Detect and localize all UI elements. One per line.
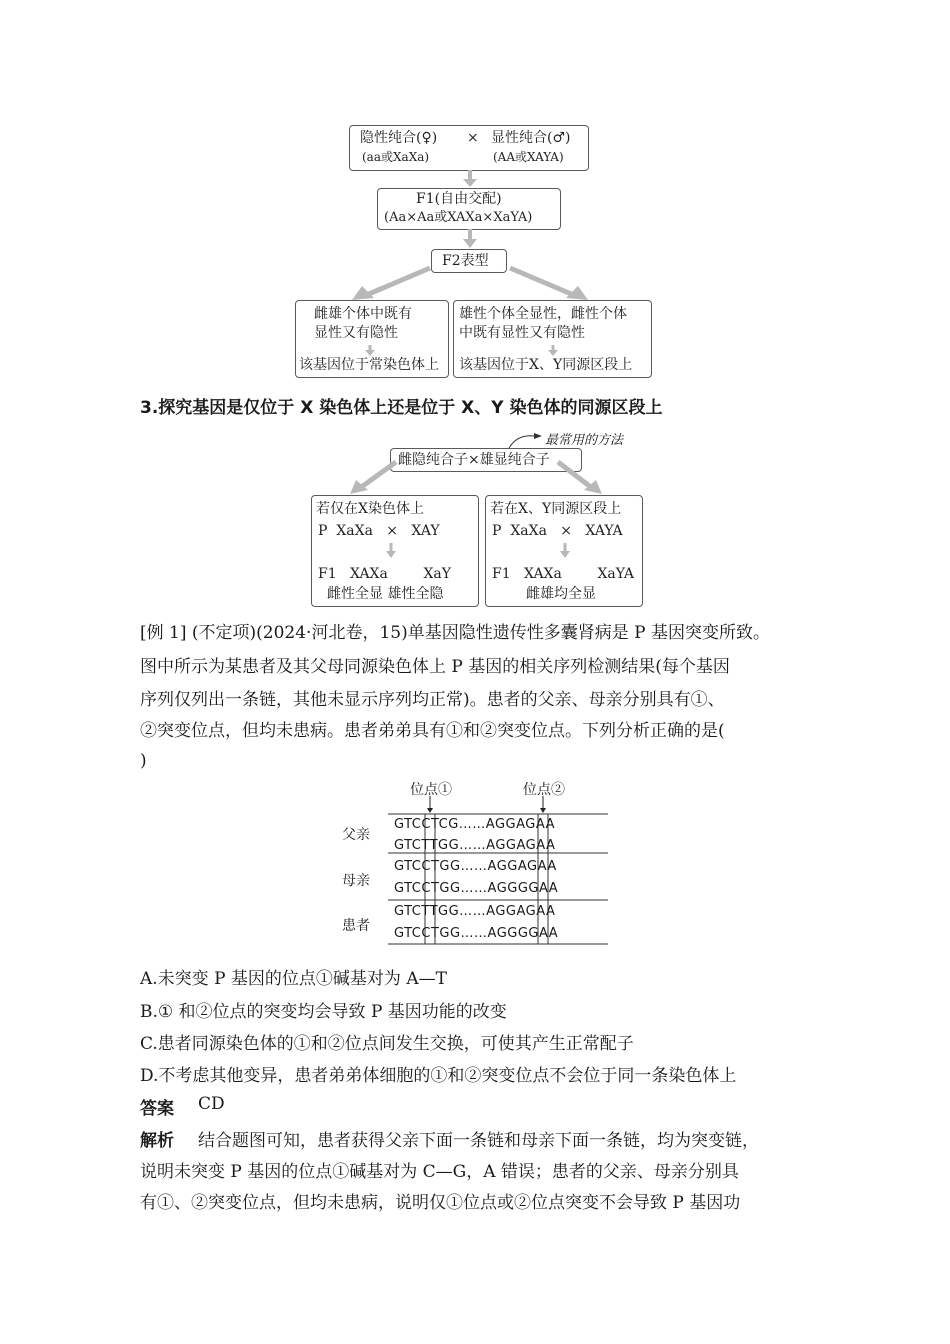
branch-arrows-icon xyxy=(330,262,610,302)
row-label-mother: 母亲 xyxy=(342,873,370,889)
parent-female-label: 隐性纯合(♀) xyxy=(360,130,438,146)
option-c: C.患者同源染色体的①和②位点间发生交换，可使其产生正常配子 xyxy=(140,1034,634,1054)
answer-label: 答案 xyxy=(140,1099,174,1119)
parent-male-genotype: (AA或XAYA) xyxy=(493,150,564,164)
analysis-line-1: 结合题图可知，患者获得父亲下面一条链和母亲下面一条链，均为突变链， xyxy=(198,1131,759,1151)
f1-title: F1(自由交配) xyxy=(416,191,502,207)
parent-female-genotype: (aa或XaXa) xyxy=(362,150,430,164)
cross-symbol: × xyxy=(467,130,479,146)
down-arrow-icon xyxy=(462,229,478,249)
xy-desc-1: 雄性个体全显性，雌性个体 xyxy=(459,306,627,322)
xy-homologous-box xyxy=(453,300,652,378)
row-label-father: 父亲 xyxy=(342,827,370,843)
question-line-4: ②突变位点，但均未患病。患者弟弟具有①和②突变位点。下列分析正确的是( xyxy=(140,721,725,741)
annotation-note: 最常用的方法 xyxy=(545,433,624,448)
f2-title: F2表型 xyxy=(442,253,489,269)
x-only-parents: P XaXa × XAY xyxy=(318,523,440,539)
analysis-label: 解析 xyxy=(140,1131,174,1151)
down-arrow-icon xyxy=(385,543,397,559)
down-arrow-icon xyxy=(462,170,478,188)
patient-seq-2: GTCCTGG……AGGGGAA xyxy=(394,926,559,941)
down-arrow-icon xyxy=(364,345,376,357)
analysis-line-3: 有①、②突变位点，但均未患病，说明仅①位点或②位点突变不会导致 P 基因功 xyxy=(140,1193,741,1213)
question-line-5: ) xyxy=(140,751,147,771)
autosome-desc-2: 显性又有隐性 xyxy=(314,325,398,341)
down-arrow-icon xyxy=(559,543,571,559)
autosome-box xyxy=(295,300,449,378)
option-d: D.不考虑其他变异，患者弟弟体细胞的①和②突变位点不会位于同一条染色体上 xyxy=(140,1066,737,1086)
site-2-label: 位点② xyxy=(523,782,565,798)
xy-f1: F1 XAXa XaYA xyxy=(492,566,635,582)
option-a: A.未突变 P 基因的位点①碱基对为 A—T xyxy=(140,969,447,989)
xy-title: 若在X、Y同源区段上 xyxy=(490,501,622,517)
parents-box xyxy=(349,125,589,171)
branch-arrows-icon xyxy=(330,458,620,498)
autosome-desc-1: 雌雄个体中既有 xyxy=(314,306,412,322)
x-only-title: 若仅在X染色体上 xyxy=(316,501,424,517)
xy-parents: P XaXa × XAYA xyxy=(492,523,623,539)
father-seq-2: GTCTTGG……AGGAGAA xyxy=(394,838,556,853)
question-line-2: 图中所示为某患者及其父母同源染色体上 P 基因的相关序列检测结果(每个基因 xyxy=(140,657,730,677)
analysis-line-2: 说明未突变 P 基因的位点①碱基对为 C—G，A 错误；患者的父亲、母亲分别具 xyxy=(140,1162,739,1182)
xy-f1-labels: 雌雄均全显 xyxy=(526,586,596,602)
down-arrow-icon xyxy=(547,345,559,357)
f1-box xyxy=(377,188,561,230)
f1-cross: (Aa×Aa或XAXa×XaYA) xyxy=(384,210,533,225)
section-3-heading: 3.探究基因是仅位于 X 染色体上还是位于 X、Y 染色体的同源区段上 xyxy=(140,398,663,418)
x-only-f1: F1 XAXa XaY xyxy=(318,566,452,582)
answer-value: CD xyxy=(198,1094,225,1114)
father-seq-1: GTCCTCG……AGGAGAA xyxy=(394,817,555,832)
question-line-1: [例 1] (不定项)(2024·河北卷，15)单基因隐性遗传性多囊肾病是 P 基因突变所致。 xyxy=(140,623,770,643)
xy-result: 该基因位于X、Y同源区段上 xyxy=(459,357,633,373)
x-only-f1-labels: 雌性全显 雄性全隐 xyxy=(327,586,444,602)
autosome-result: 该基因位于常染色体上 xyxy=(299,357,439,373)
mother-seq-2: GTCCTGG……AGGGGAA xyxy=(394,881,559,896)
xy-desc-2: 中既有显性又有隐性 xyxy=(459,325,585,341)
question-line-3: 序列仅列出一条链，其他未显示序列均正常)。患者的父亲、母亲分别具有①、 xyxy=(140,690,725,710)
site-1-label: 位点① xyxy=(410,782,452,798)
mother-seq-1: GTCCTGG……AGGAGAA xyxy=(394,859,557,874)
option-b: B.① 和②位点的突变均会导致 P 基因功能的改变 xyxy=(140,1002,507,1022)
parent-male-label: 显性纯合(♂) xyxy=(491,130,571,146)
patient-seq-1: GTCTTGG……AGGAGAA xyxy=(394,904,556,919)
row-label-patient: 患者 xyxy=(342,918,370,934)
cross-desc: 雌隐纯合子×雄显纯合子 xyxy=(398,452,550,468)
